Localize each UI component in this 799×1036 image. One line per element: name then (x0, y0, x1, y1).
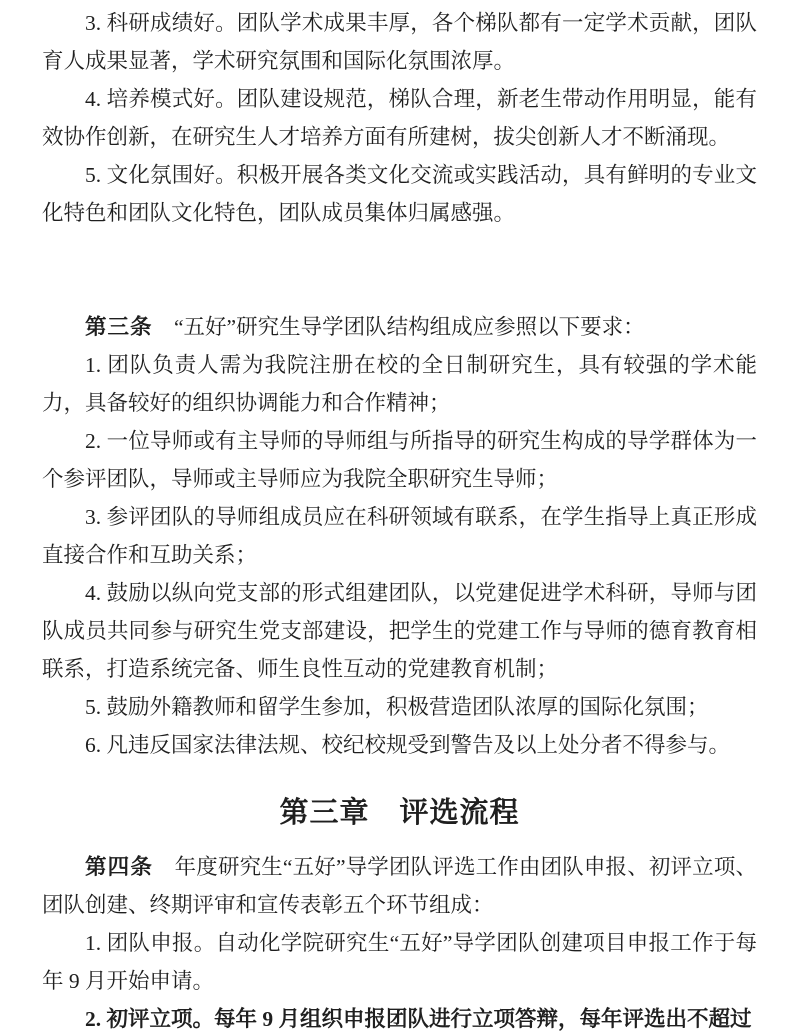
paragraph-article3-item-5: 5. 鼓励外籍教师和留学生参加，积极营造团队浓厚的国际化氛围； (85, 695, 709, 719)
paragraph-article4-step-2: 2. 初评立项。每年 9 月组织申报团队进行立项答辩，每年评选出不超过 (85, 1007, 752, 1031)
article-3-label: 第三条 (85, 315, 153, 339)
article-4-text: 年度研究生“五好”导学团队评选工作由团队申报、初评立项、团队创建、终期评审和宣传表彰五个环节组成： (42, 855, 757, 917)
paragraph-article-3 (42, 308, 757, 346)
article-4-label: 第四条 (85, 855, 153, 879)
paragraph-criterion-4: 4. 培养模式好。团队建设规范，梯队合理，新老生带动作用明显，能有效协作创新，在研究生人才培养方面有所建树，拔尖创新人才不断涌现。 (42, 87, 757, 149)
paragraph-article3-item-2: 2. 一位导师或有主导师的导师组与所指导的研究生构成的导学群体为一个参评团队，导师或主导师应为我院全职研究生导师； (42, 429, 757, 491)
paragraph-article-4 (42, 848, 757, 924)
paragraph-article3-item-3: 3. 参评团队的导师组成员应在科研领域有联系，在学生指导上真正形成直接合作和互助关系； (42, 505, 757, 567)
paragraph-article3-item-4: 4. 鼓励以纵向党支部的形式组建团队，以党建促进学术科研，导师与团队成员共同参与研究生党支部建设，把学生的党建工作与导师的德育教育相联系，打造系统完备、师生良性互动的党建教育机制； (42, 581, 757, 681)
article-3-text: “五好”研究生导学团队结构组成应参照以下要求： (152, 315, 645, 339)
paragraph-article4-step-1: 1. 团队申报。自动化学院研究生“五好”导学团队创建项目申报工作于每年 9 月开始申请。 (42, 931, 757, 993)
chapter-3-heading: 第三章 评选流程 (279, 797, 520, 829)
paragraph-article3-item-1: 1. 团队负责人需为我院注册在校的全日制研究生，具有较强的学术能力，具备较好的组织协调能力和合作精神； (42, 353, 757, 415)
paragraph-criterion-3: 3. 科研成绩好。团队学术成果丰厚，各个梯队都有一定学术贡献，团队育人成果显著，学术研究氛围和国际化氛围浓厚。 (42, 11, 757, 73)
paragraph-criterion-5: 5. 文化氛围好。积极开展各类文化交流或实践活动，具有鲜明的专业文化特色和团队文化特色，团队成员集体归属感强。 (42, 163, 757, 225)
paragraph-article3-item-6: 6. 凡违反国家法律法规、校纪校规受到警告及以上处分者不得参与。 (85, 733, 731, 757)
